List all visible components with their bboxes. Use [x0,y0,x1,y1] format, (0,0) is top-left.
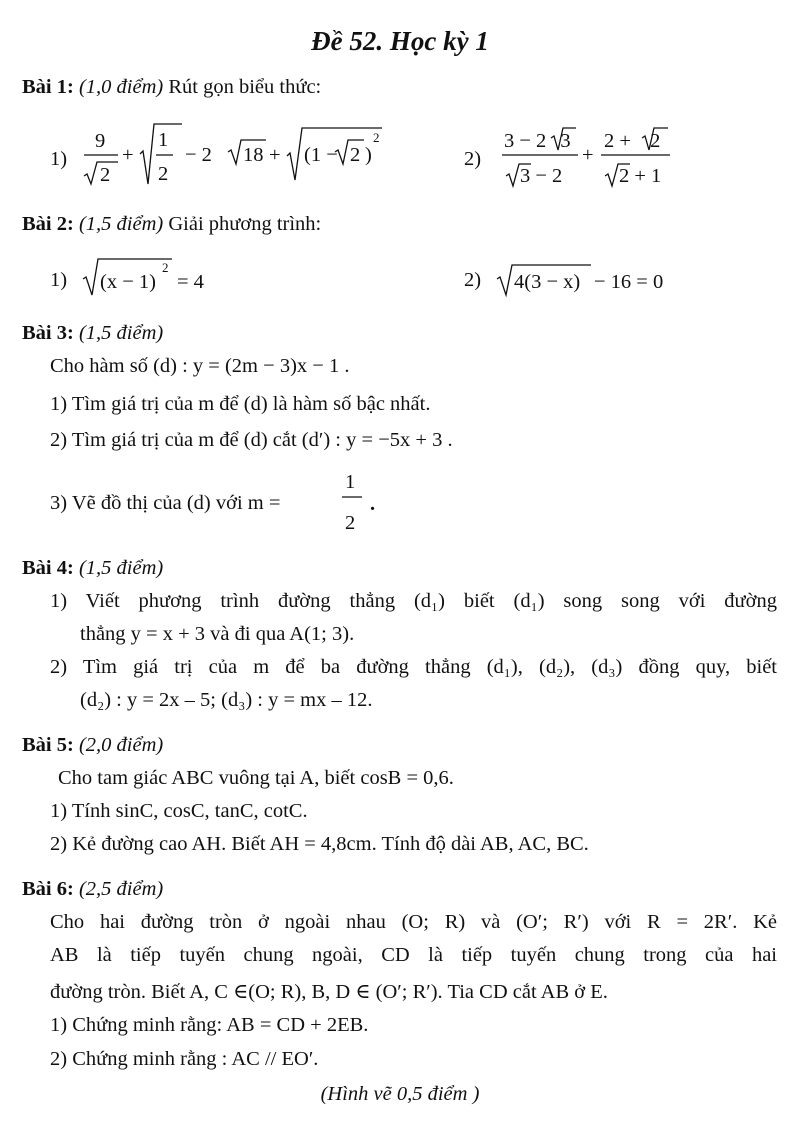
problem-6-label: Bài 6: [22,878,74,900]
eq2-rhs: − 16 = 0 [594,271,664,293]
problem-1-score: (1,0 điểm) [78,76,164,98]
inner-radicand: 2 [350,144,361,166]
problem-1-expression-2 [496,118,686,194]
frac1-denominator: 3 − 2 [520,165,563,187]
frac-9-num: 9 [95,130,106,152]
frac2-numerator: 2 + 2 [604,130,661,152]
problem-2-equation-2 [494,255,694,299]
problem-1-heading [22,76,321,99]
frac2-denominator: 2 + 1 [619,165,662,187]
sqrt-half-num: 1 [158,129,169,151]
problem-4-label: Bài 4: [22,557,74,579]
problem-6-drawing-note: (Hình vẽ 0,5 điểm ) [320,1083,480,1105]
problem-3-intro: Cho hàm số (d) : y = (2m − 3)x − 1 . [50,355,350,377]
minus-two: − 2 [185,144,212,166]
problem-2-heading [22,213,321,236]
problem-1-label: Bài 1: [22,76,74,98]
frac-9-den-radicand: 2 [100,164,111,186]
frac1-numerator: 3 − 2 3 [504,130,571,152]
problem-4-question-2-line-1: 2) Tìm giá trị của m để ba đường thẳng (d₁), (d₂), (d₃) đồng quy, biết [50,656,777,678]
exam-title: Đề 52. Học kỳ 1 [311,26,489,56]
problem-3-fraction-half [334,466,384,542]
problem-5-question-2: 2) Kẻ đường cao AH. Biết AH = 4,8cm. Tính độ dài AB, AC, BC. [50,833,589,855]
sqrt-half-den: 2 [158,163,169,185]
eq1-rhs: = 4 [177,271,204,293]
inner-close: ) [365,144,372,166]
half-numerator: 1 [345,471,356,493]
problem-6-paragraph-line-2: AB là tiếp tuyến chung ngoài, CD là tiếp tuyến chung trong của hai [50,944,777,966]
problem-4-heading [22,557,163,580]
plus-sign-3: + [582,144,594,166]
problem-5-intro: Cho tam giác ABC vuông tại A, biết cosB = 0,6. [58,767,454,789]
problem-1-item-2-marker: 2) [464,148,482,170]
problem-2-score: (1,5 điểm) [78,213,164,235]
problem-2-item-1-marker: 1) [50,269,68,291]
problem-3-question-2: 2) Tìm giá trị của m để (d) cắt (d′) : y = −5x + 3 . [50,429,453,451]
square-exponent: 2 [373,130,380,145]
eq2-radicand: 4(3 − x) [514,271,581,293]
problem-2-label: Bài 2: [22,213,74,235]
plus-sign-2: + [269,144,281,166]
half-denominator: 2 [345,512,356,534]
plus-sign-1: + [122,144,134,166]
problem-6-score: (2,5 điểm) [78,878,164,900]
problem-1-task: Rút gọn biểu thức: [168,76,322,98]
problem-3-heading [22,322,163,345]
problem-3-question-1: 1) Tìm giá trị của m để (d) là hàm số bậc nhất. [50,393,431,415]
problem-1-expression-1 [78,118,398,194]
problem-3-label: Bài 3: [22,322,74,344]
problem-6-question-2: 2) Chứng minh rằng : AC // EO′. [50,1048,319,1070]
problem-6-paragraph-line-1: Cho hai đường tròn ở ngoài nhau (O; R) và (O′; R′) với R = 2R′. Kẻ [50,911,777,933]
inner-open: (1 − [304,144,338,166]
problem-4-score: (1,5 điểm) [78,557,164,579]
problem-6-paragraph-line-3: đường tròn. Biết A, C ∈(O; R), B, D ∈ (O′; R′). Tia CD cắt AB ở E. [50,981,608,1003]
problem-6-question-1: 1) Chứng minh rằng: AB = CD + 2EB. [50,1014,369,1036]
problem-1-item-1-marker: 1) [50,148,68,170]
problem-4-question-1-line-2: thẳng y = x + 3 và đi qua A(1; 3). [80,623,355,645]
problem-5-heading [22,734,163,757]
period: . [370,493,376,515]
problem-6-heading [22,878,163,901]
problem-4-question-1-line-1: 1) Viết phương trình đường thẳng (d₁) biết (d₁) song song với đường [50,590,777,612]
eq1-exponent: 2 [162,260,169,275]
problem-4-question-2-line-2: (d₂) : y = 2x – 5; (d₃) : y = mx – 12. [80,689,373,711]
problem-3-question-3: 3) Vẽ đồ thị của (d) với m = [50,492,281,514]
problem-5-label: Bài 5: [22,734,74,756]
problem-2-equation-1 [80,255,250,299]
problem-2-item-2-marker: 2) [464,269,482,291]
problem-3-score: (1,5 điểm) [78,322,164,344]
radicand-18: 18 [243,144,264,166]
eq1-radicand: (x − 1) [100,271,156,293]
problem-5-score: (2,0 điểm) [78,734,164,756]
problem-2-task: Giải phương trình: [168,213,322,235]
problem-5-question-1: 1) Tính sinC, cosC, tanC, cotC. [50,800,308,822]
